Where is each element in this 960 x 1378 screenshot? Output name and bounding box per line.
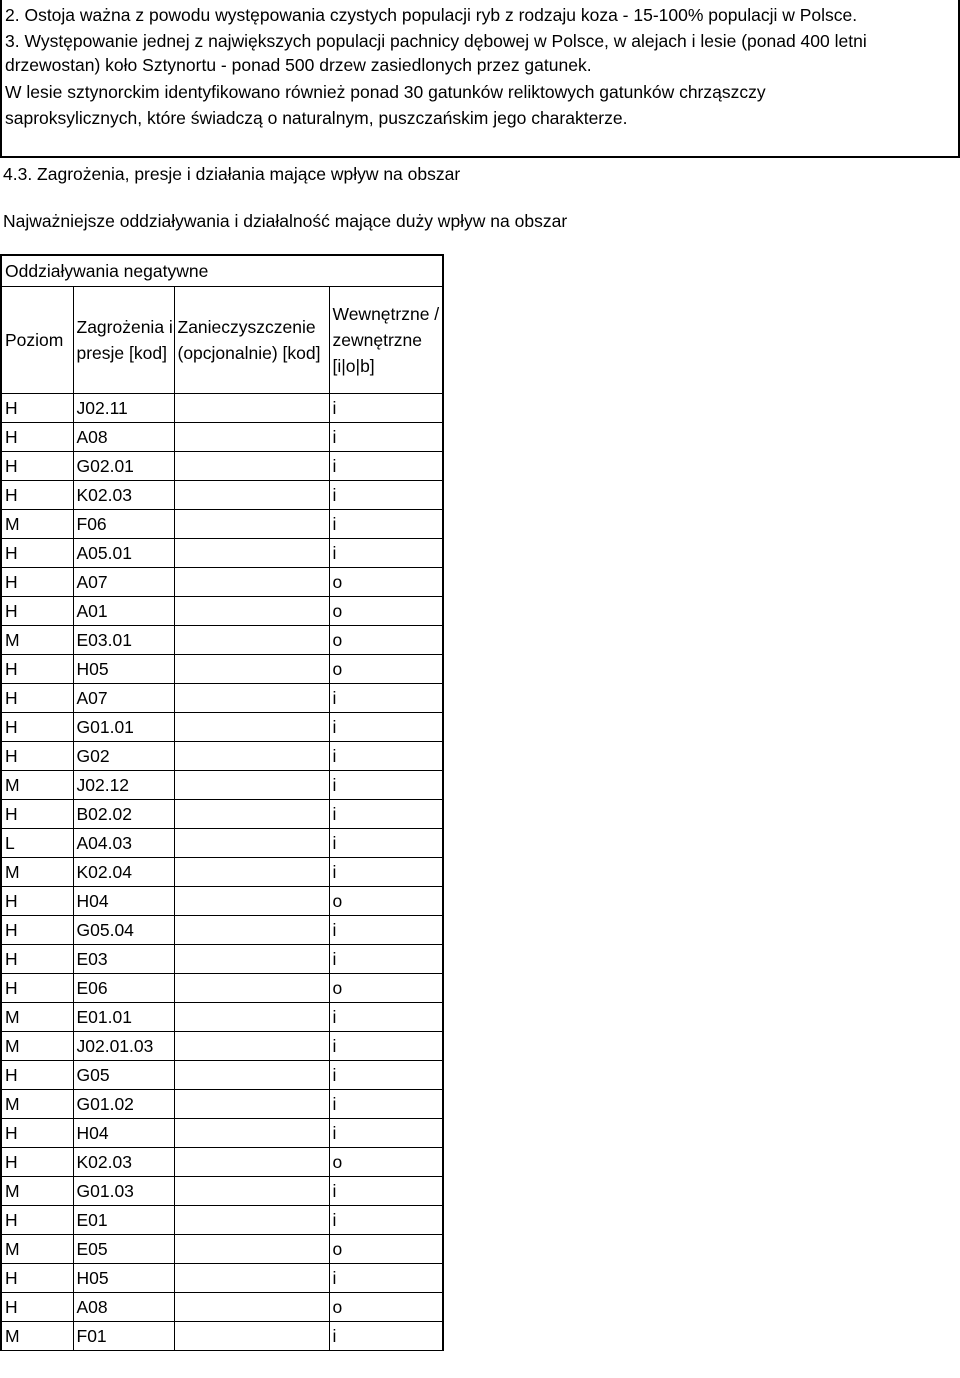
cell-zanieczyszczenie [174,916,329,945]
cell-wewnetrzne: i [329,916,443,945]
cell-kod: F06 [73,510,174,539]
cell-kod: E06 [73,974,174,1003]
table-row [1,539,443,568]
cell-kod: E05 [73,1235,174,1264]
cell-wewnetrzne: i [329,452,443,481]
cell-zanieczyszczenie [174,1148,329,1177]
cell-zanieczyszczenie [174,1090,329,1119]
cell-poziom: H [1,713,73,742]
cell-poziom: H [1,1206,73,1235]
cell-kod: G02.01 [73,452,174,481]
cell-zanieczyszczenie [174,1322,329,1351]
cell-kod: A08 [73,1293,174,1322]
cell-zanieczyszczenie [174,626,329,655]
cell-zanieczyszczenie [174,510,329,539]
cell-wewnetrzne: i [329,742,443,771]
cell-kod: J02.01.03 [73,1032,174,1061]
cell-zanieczyszczenie [174,771,329,800]
cell-wewnetrzne: i [329,684,443,713]
cell-poziom: M [1,510,73,539]
cell-zanieczyszczenie [174,481,329,510]
table-row [1,1032,443,1061]
cell-zanieczyszczenie [174,597,329,626]
cell-wewnetrzne: i [329,713,443,742]
table-row [1,771,443,800]
table-row [1,452,443,481]
cell-poziom: H [1,1119,73,1148]
cell-wewnetrzne: i [329,1177,443,1206]
threats-table [0,254,444,1351]
cell-zanieczyszczenie [174,713,329,742]
header-zagrozenia: Zagrożenia i presje [kod] [73,287,174,394]
table-row [1,974,443,1003]
cell-poziom: L [1,829,73,858]
cell-kod: G05 [73,1061,174,1090]
cell-zanieczyszczenie [174,1119,329,1148]
header-wewnetrzne: Wewnętrzne / zewnętrzne [i|o|b] [329,287,443,394]
cell-zanieczyszczenie [174,539,329,568]
table-row [1,829,443,858]
cell-kod: H05 [73,655,174,684]
cell-poziom: H [1,597,73,626]
cell-kod: A08 [73,423,174,452]
cell-wewnetrzne: i [329,394,443,423]
cell-kod: A07 [73,568,174,597]
cell-poziom: H [1,1264,73,1293]
intro-line: saproksylicznych, które świadczą o naturalnym, puszczańskim jego charakterze. [5,108,628,128]
cell-poziom: H [1,481,73,510]
cell-kod: G05.04 [73,916,174,945]
cell-kod: J02.11 [73,394,174,423]
cell-wewnetrzne: o [329,1148,443,1177]
cell-zanieczyszczenie [174,742,329,771]
cell-zanieczyszczenie [174,423,329,452]
table-row [1,945,443,974]
cell-poziom: H [1,452,73,481]
table-row [1,684,443,713]
cell-wewnetrzne: i [329,945,443,974]
cell-poziom: M [1,1032,73,1061]
table-caption: Oddziaływania negatywne [1,255,443,287]
cell-kod: A07 [73,684,174,713]
cell-wewnetrzne: i [329,481,443,510]
table-row [1,423,443,452]
cell-zanieczyszczenie [174,829,329,858]
table-row [1,655,443,684]
table-row [1,568,443,597]
cell-kod: K02.03 [73,481,174,510]
cell-wewnetrzne: i [329,771,443,800]
cell-wewnetrzne: i [329,1061,443,1090]
table-row [1,1293,443,1322]
table-row [1,1264,443,1293]
table-row [1,916,443,945]
table-row [1,1003,443,1032]
cell-wewnetrzne: o [329,1235,443,1264]
table-row [1,1235,443,1264]
cell-zanieczyszczenie [174,858,329,887]
cell-wewnetrzne: i [329,1090,443,1119]
intro-line: 3. Występowanie jednej z największych populacji pachnicy dębowej w Polsce, w alejach i lesie (ponad 400 letni [5,31,867,51]
cell-kod: H04 [73,887,174,916]
cell-kod: B02.02 [73,800,174,829]
cell-wewnetrzne: o [329,626,443,655]
table-row [1,1177,443,1206]
header-poziom: Poziom [1,287,73,394]
cell-poziom: H [1,423,73,452]
cell-kod: A01 [73,597,174,626]
table-row [1,1090,443,1119]
table-row [1,1061,443,1090]
cell-zanieczyszczenie [174,684,329,713]
cell-poziom: H [1,568,73,597]
cell-wewnetrzne: o [329,887,443,916]
table-row [1,742,443,771]
cell-kod: E01.01 [73,1003,174,1032]
header-zanieczyszczenie: Zanieczyszczenie (opcjonalnie) [kod] [174,287,329,394]
cell-poziom: H [1,887,73,916]
cell-poziom: H [1,945,73,974]
cell-poziom: H [1,916,73,945]
intro-line: drzewostan) koło Sztynortu - ponad 500 drzew zasiedlonych przez gatunek. [5,55,592,75]
table-row [1,481,443,510]
cell-kod: E03.01 [73,626,174,655]
cell-kod: E03 [73,945,174,974]
cell-poziom: M [1,626,73,655]
cell-wewnetrzne: i [329,510,443,539]
table-row [1,510,443,539]
cell-poziom: H [1,800,73,829]
cell-poziom: H [1,655,73,684]
cell-zanieczyszczenie [174,1003,329,1032]
cell-wewnetrzne: i [329,1119,443,1148]
section-title: 4.3. Zagrożenia, presje i działania mające wpływ na obszar [3,164,461,184]
cell-kod: J02.12 [73,771,174,800]
table-row [1,858,443,887]
intro-line: W lesie sztynorckim identyfikowano również ponad 30 gatunków reliktowych gatunków chrząszczy [5,82,766,102]
cell-kod: A05.01 [73,539,174,568]
cell-poziom: M [1,771,73,800]
cell-zanieczyszczenie [174,1293,329,1322]
cell-poziom: M [1,1322,73,1351]
cell-poziom: H [1,1061,73,1090]
section-subtitle: Najważniejsze oddziaływania i działalność mające duży wpływ na obszar [3,211,568,231]
cell-poziom: M [1,1003,73,1032]
cell-kod: F01 [73,1322,174,1351]
cell-zanieczyszczenie [174,1032,329,1061]
cell-wewnetrzne: o [329,974,443,1003]
cell-zanieczyszczenie [174,394,329,423]
table-row [1,800,443,829]
cell-kod: H04 [73,1119,174,1148]
cell-poziom: H [1,684,73,713]
table-row [1,713,443,742]
cell-poziom: H [1,1293,73,1322]
table-row [1,1206,443,1235]
cell-poziom: H [1,742,73,771]
cell-kod: G01.03 [73,1177,174,1206]
cell-wewnetrzne: i [329,858,443,887]
cell-poziom: H [1,974,73,1003]
table-row [1,394,443,423]
cell-zanieczyszczenie [174,1061,329,1090]
cell-wewnetrzne: i [329,1322,443,1351]
cell-wewnetrzne: i [329,423,443,452]
table-row [1,887,443,916]
cell-poziom: M [1,1090,73,1119]
cell-zanieczyszczenie [174,568,329,597]
cell-poziom: M [1,1235,73,1264]
cell-poziom: H [1,394,73,423]
cell-wewnetrzne: i [329,1032,443,1061]
cell-zanieczyszczenie [174,800,329,829]
intro-line: 2. Ostoja ważna z powodu występowania czystych populacji ryb z rodzaju koza - 15-100% populacji w Polsce. [5,5,858,25]
cell-wewnetrzne: i [329,829,443,858]
cell-wewnetrzne: o [329,568,443,597]
cell-zanieczyszczenie [174,655,329,684]
cell-wewnetrzne: i [329,800,443,829]
cell-kod: E01 [73,1206,174,1235]
table-row [1,1322,443,1351]
cell-wewnetrzne: i [329,539,443,568]
cell-zanieczyszczenie [174,452,329,481]
cell-wewnetrzne: o [329,1293,443,1322]
cell-kod: G02 [73,742,174,771]
cell-poziom: H [1,1148,73,1177]
cell-kod: H05 [73,1264,174,1293]
table-row [1,626,443,655]
cell-kod: K02.03 [73,1148,174,1177]
cell-wewnetrzne: o [329,597,443,626]
cell-zanieczyszczenie [174,1177,329,1206]
table-row [1,1148,443,1177]
table-row [1,597,443,626]
cell-kod: G01.02 [73,1090,174,1119]
cell-kod: G01.01 [73,713,174,742]
cell-zanieczyszczenie [174,974,329,1003]
cell-poziom: H [1,539,73,568]
cell-zanieczyszczenie [174,1264,329,1293]
cell-zanieczyszczenie [174,1235,329,1264]
cell-wewnetrzne: i [329,1003,443,1032]
cell-poziom: M [1,1177,73,1206]
cell-zanieczyszczenie [174,887,329,916]
cell-poziom: M [1,858,73,887]
cell-wewnetrzne: o [329,655,443,684]
table-row [1,1119,443,1148]
cell-zanieczyszczenie [174,1206,329,1235]
cell-wewnetrzne: i [329,1264,443,1293]
intro-box [0,0,960,158]
cell-kod: A04.03 [73,829,174,858]
table-header-row [1,287,443,394]
cell-zanieczyszczenie [174,945,329,974]
cell-wewnetrzne: i [329,1206,443,1235]
cell-kod: K02.04 [73,858,174,887]
